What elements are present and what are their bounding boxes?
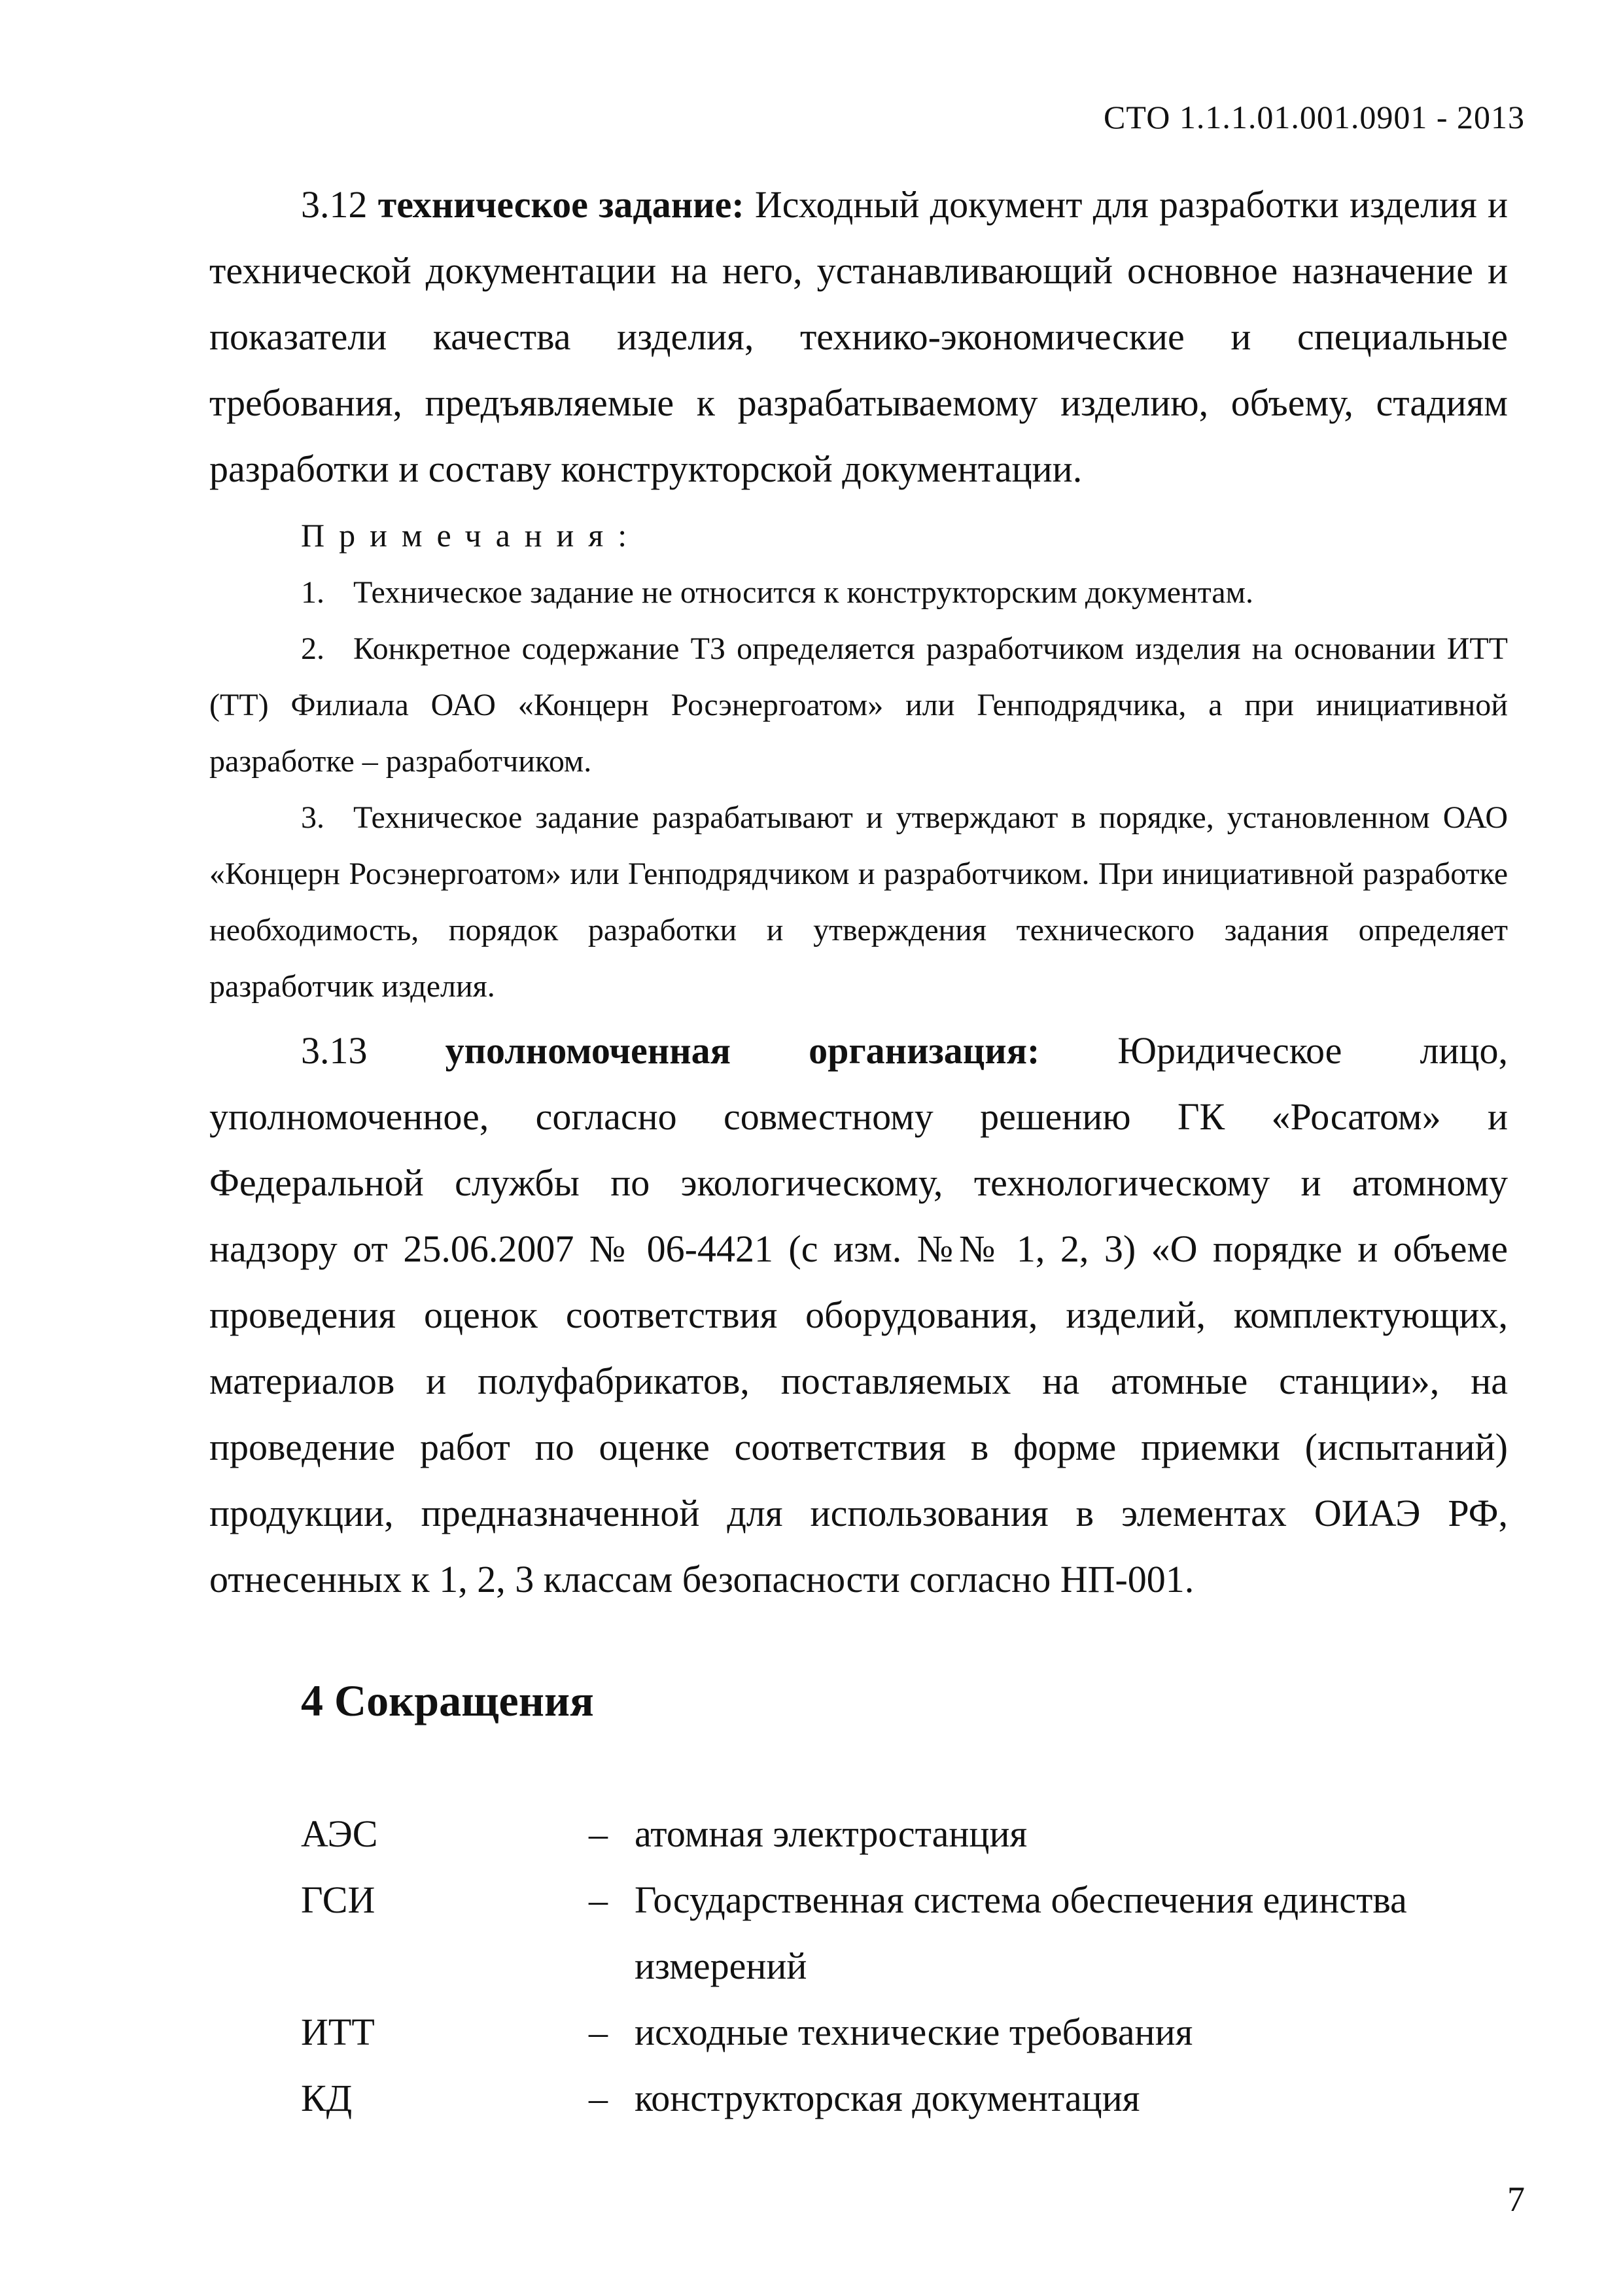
defined-term: уполномоченная организация:: [445, 1029, 1040, 1072]
document-code-header: СТО 1.1.1.01.001.0901 - 2013: [1104, 99, 1525, 135]
abbreviation-row: [301, 1999, 1518, 2065]
note-number: 2.: [301, 631, 324, 666]
definition-3-12: [209, 171, 1508, 502]
note-text: Техническое задание разрабатывают и утверждают в порядке, установленном ОАО «Концерн Росэнергоатом» или Генподрядчиком и разработчиком. При инициативной разработке необходимость, порядок разработки и утверждения технического задания определяет разработчик изделия.: [209, 800, 1508, 1004]
clause-number: 3.12: [301, 183, 368, 226]
note-item: [209, 790, 1508, 1015]
definition-3-13: [209, 1017, 1508, 1612]
note-item: [209, 621, 1508, 790]
abbreviation-term: КД: [301, 2077, 353, 2119]
page-number: 7: [1507, 2180, 1525, 2219]
note-number: 1.: [301, 575, 324, 610]
definition-text: Юридическое лицо, уполномоченное, согласно совместному решению ГК «Росатом» и Федеральной службы по экологическому, технологическому и атомному надзору от 25.06.2007 № 06-4421 (с изм. №№ 1, 2, 3) «О порядке и объеме проведения оценок соответствия оборудования, изделий, комплектующих, материалов и полуфабрикатов, поставляемых на атомные станции», на проведение работ по оценке соответствия в форме приемки (испытаний) продукции, предназначенной для использования в элементах ОИАЭ РФ, отнесенных к 1, 2, 3 классам безопасности согласно НП-001.: [209, 1029, 1509, 1600]
definitions-block: [209, 171, 1508, 1612]
note-number: 3.: [301, 800, 324, 835]
note-item: [209, 565, 1508, 621]
abbreviation-dash: –: [589, 2077, 608, 2119]
abbreviation-dash: –: [589, 1812, 608, 1855]
abbreviation-definition: Государственная система обеспечения единства измерений: [635, 1879, 1407, 1987]
abbreviation-dash: –: [589, 1879, 608, 1921]
abbreviation-row: [301, 1867, 1518, 1999]
abbreviation-definition: конструкторская документация: [635, 2077, 1140, 2119]
abbreviation-definition: исходные технические требования: [635, 2011, 1193, 2053]
note-text: Конкретное содержание ТЗ определяется разработчиком изделия на основании ИТТ (ТТ) Филиала ОАО «Концерн Росэнергоатом» или Генподрядчика, а при инициативной разработке – разработчиком.: [209, 631, 1508, 779]
notes-title: Примечания:: [301, 517, 642, 554]
abbreviation-term: ИТТ: [301, 2011, 375, 2053]
abbreviation-term: АЭС: [301, 1812, 378, 1855]
abbreviations-section: [209, 1675, 1508, 1727]
note-text: Техническое задание не относится к конструкторским документам.: [353, 575, 1253, 610]
section-title: 4 Сокращения: [301, 1676, 594, 1725]
abbreviation-row: [301, 2065, 1518, 2131]
clause-number: 3.13: [301, 1029, 368, 1072]
abbreviation-row: [301, 1801, 1518, 1867]
definition-text: Исходный документ для разработки изделия и технической документации на него, устанавливающий основное назначение и показатели качества изделия, технико-экономические и специальные требования, предъявляемые к разрабатываемому изделию, объему, стадиям разработки и составу конструкторской документации.: [209, 183, 1509, 490]
abbreviation-term: ГСИ: [301, 1879, 375, 1921]
defined-term: техническое задание:: [377, 183, 744, 226]
abbreviation-dash: –: [589, 2011, 608, 2053]
abbreviations-table: [301, 1801, 1518, 2131]
abbreviation-definition: атомная электростанция: [635, 1812, 1028, 1855]
